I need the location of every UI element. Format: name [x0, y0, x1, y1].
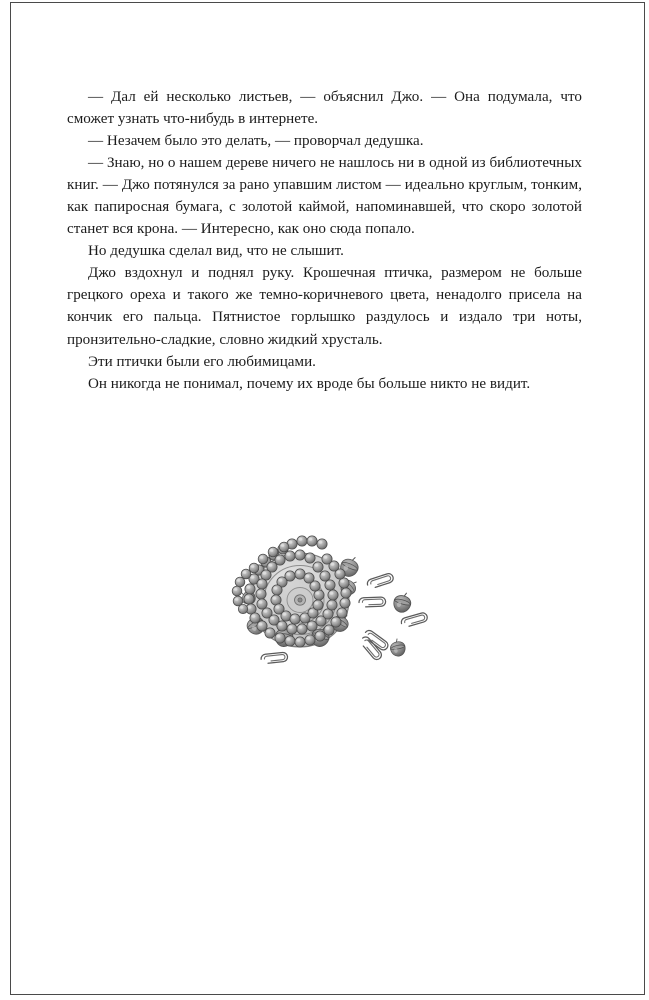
chapter-vignette-illustration [224, 528, 456, 674]
paragraph: Эти птички были его любимицами. [88, 353, 316, 370]
paragraph: — Незачем было это делать, — проворчал дедушка. [88, 133, 424, 150]
paragraph: Но дедушка сделал вид, что не слышит. [88, 243, 344, 260]
page-text-block [67, 86, 582, 395]
paragraph: Джо вздохнул и поднял руку. Крошечная птичка, размером не больше грецкого ореха и такого же темно-коричневого цвета, ненадолго присела на кончик его пальца. Пятнистое горлышко раздулось и издало три ноты, пронзительно-сладкие, словно жидкий хрусталь. [67, 265, 582, 348]
paragraph: — Дал ей несколько листьев, — объяснил Джо. — Она подумала, что сможет узнать что-нибудь в интернете. [67, 89, 582, 128]
paragraph: Он никогда не понимал, почему их вроде бы больше никто не видит. [88, 375, 531, 392]
paragraph: — Знаю, но о нашем дереве ничего не нашлось ни в одной из библиотечных книг. — Джо потянулся за рано упавшим листом — идеально круглым, тонким, как папиросная бумага, с золотой каймой, напоминавшей, что скоро золотой станет вся крона. — Интересно, как оно сюда попало. [67, 155, 582, 238]
